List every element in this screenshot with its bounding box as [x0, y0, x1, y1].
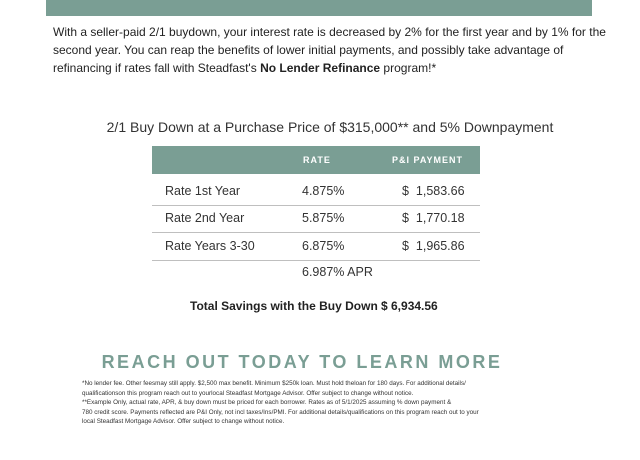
fine-print-line: qualificationson this program reach out to yourlocal Steadfast Mortgage Advisor. Offer subject to change without notice. [82, 389, 414, 397]
row-rate: 4.875% [302, 184, 345, 198]
fine-print-line: local Steadfast Mortgage Advisor. Offer subject to change without notice. [82, 418, 285, 425]
fine-print [82, 379, 552, 427]
row-payment: $ 1,770.18 [402, 211, 465, 225]
row-label: Rate 2nd Year [165, 211, 245, 225]
table-row [152, 178, 480, 206]
row-payment: $ 1,583.66 [402, 184, 465, 198]
fine-print-line: 780 credit score. Payments reflected are P&I Only, not incl taxes/Ins/PMI. For additional details/qualifications on this program reach out to your [82, 408, 479, 416]
intro-paragraph [53, 23, 613, 77]
row-label: Rate Years 3-30 [165, 239, 255, 253]
table-row [152, 205, 480, 233]
header-accent-bar [46, 0, 592, 16]
savings-label: Total Savings with the Buy Down [190, 299, 378, 313]
cta-heading: REACH OUT TODAY TO LEARN MORE [101, 352, 503, 372]
table-row [152, 233, 480, 261]
row-rate: 6.875% [302, 239, 345, 253]
row-payment: $ 1,965.86 [402, 239, 465, 253]
program-name: No Lender Refinance [260, 61, 381, 75]
table-title: 2/1 Buy Down at a Purchase Price of $315,000** and 5% Downpayment [106, 119, 554, 135]
intro-text-part1: With a seller-paid 2/1 buydown, your interest rate is decreased by 2% for the first year and by 1% for the second year. You can reap the benefits of lower initial payments, and possibly take advantage of refinancing if rates fall with Steadfast's [53, 25, 606, 75]
row-rate: 5.875% [302, 211, 345, 225]
intro-text-part2: program!* [380, 61, 437, 75]
apr-value: 6.987% APR [302, 265, 373, 279]
row-label: Rate 1st Year [165, 184, 241, 198]
header-payment: P&I PAYMENT [392, 155, 464, 165]
savings-value: $ 6,934.56 [381, 299, 438, 313]
header-rate: RATE [303, 155, 331, 165]
table-header-row [152, 146, 480, 174]
fine-print-line: **Example Only, actual rate, APR, & buy down must be priced for each borrower. Rates as of 5/1/2025 assuming % down payment & [82, 399, 452, 406]
fine-print-line: *No lender fee. Other feesmay still apply. $2,500 max benefit. Minimum $250k loan. Must hold theloan for 180 days. For additional details/ [82, 380, 466, 387]
